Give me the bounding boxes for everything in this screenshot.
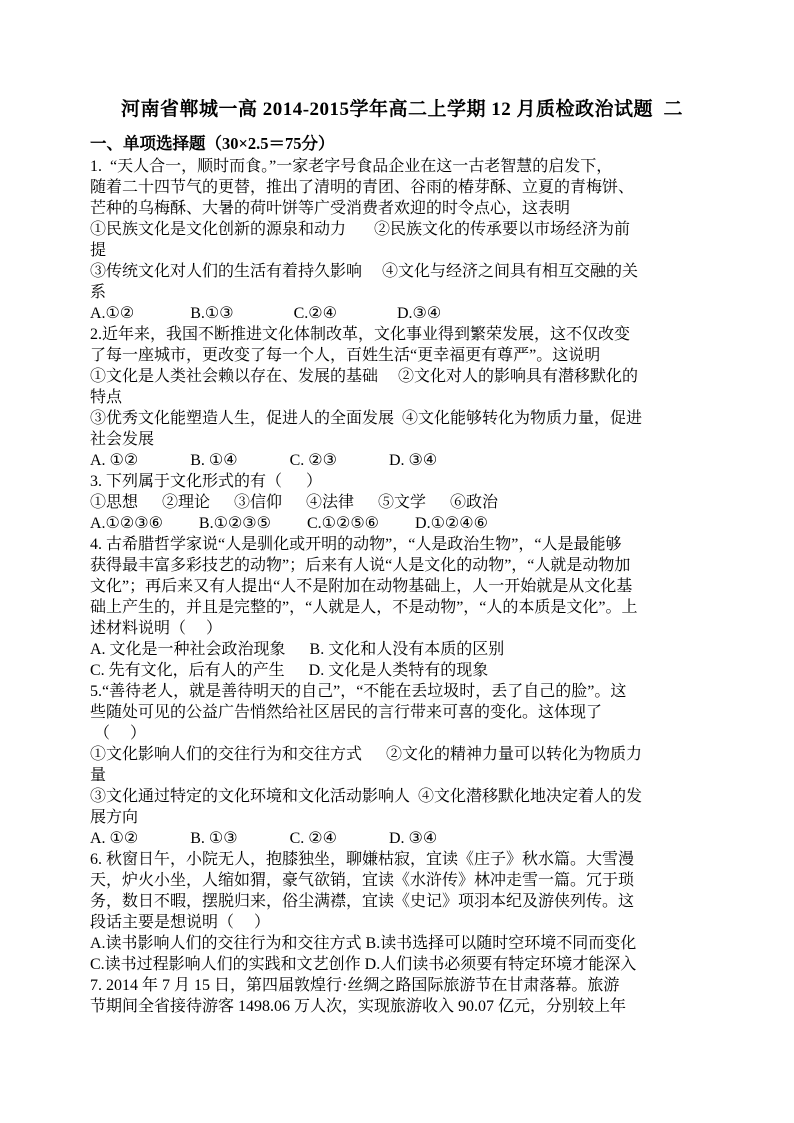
question-1-line-3: 芒种的乌梅酥、大暑的荷叶饼等广受消费者欢迎的时令点心，这表明: [90, 200, 571, 217]
question-1-line-6: ③传统文化对人们的生活有着持久影响 ④文化与经济之间具有相互交融的关: [90, 263, 639, 280]
question-6-line-4: 段话主要是想说明（ ）: [90, 914, 271, 931]
question-2-line-3: ①文化是人类社会赖以存在、发展的基础 ②文化对人的影响具有潜移默化的: [90, 368, 639, 385]
question-6-line-1: 6. 秋窗日午，小院无人，抱膝独坐，聊嫌枯寂，宜读《庄子》秋水篇。大雪漫: [90, 851, 635, 868]
question-5: [90, 681, 714, 849]
question-1-line-1: 1. “天人合一，顺时而食。”一家老字号食品企业在这一古老智慧的启发下，: [90, 158, 613, 175]
question-4: [90, 534, 714, 681]
question-2-line-7: A. ①② B. ①④ C. ②③ D. ③④: [90, 452, 438, 469]
question-4-line-1: 4. 古希腊哲学家说“人是驯化或开明的动物”，“人是政治生物”，“人是最能够: [90, 536, 622, 553]
question-6: [90, 849, 714, 975]
question-6-line-2: 天，炉火小坐，人缩如猬，豪气欲销，宜读《水浒传》林冲走雪一篇。冗于琐: [90, 872, 635, 889]
question-2-line-2: 了每一座城市，更改变了每一个人，百姓生活“更幸福更有尊严”。这说明: [90, 347, 601, 364]
question-7-line-2: 节期间全省接待游客 1498.06 万人次，实现旅游收入 90.07 亿元，分别较上年: [90, 998, 627, 1015]
question-2: [90, 324, 714, 471]
question-1-line-4: ①民族文化是文化创新的源泉和动力 ②民族文化的传承要以市场经济为前: [90, 221, 631, 238]
question-6-line-6: C.读书过程影响人们的实践和文艺创作 D.人们读书必须要有特定环境才能深入: [90, 956, 637, 973]
question-3-line-2: ①思想 ②理论 ③信仰 ④法律 ⑤文学 ⑥政治: [90, 494, 499, 511]
question-6-line-5: A.读书影响人们的交往行为和交往方式 B.读书选择可以随时空环境不同而变化: [90, 935, 637, 952]
question-5-line-4: ①文化影响人们的交往行为和交往方式 ②文化的精神力量可以转化为物质力: [90, 746, 643, 763]
question-6-line-3: 务，数日不暇，摆脱归来，俗尘满襟，宜读《史记》项羽本纪及游侠列传。这: [90, 893, 635, 910]
question-7: [90, 975, 714, 1017]
question-5-line-6: ③文化通过特定的文化环境和文化活动影响人 ④文化潜移默化地决定着人的发: [90, 788, 643, 805]
question-3-line-3: A.①②③⑥ B.①②③⑤ C.①②⑤⑥ D.①②④⑥: [90, 515, 488, 532]
question-1-line-5: 提: [90, 242, 107, 259]
question-2-line-4: 特点: [90, 389, 123, 406]
question-5-line-3: （ ）: [90, 725, 147, 742]
question-1-line-7: 系: [90, 284, 107, 301]
question-4-line-2: 获得最丰富多彩技艺的动物”；后来有人说“人是文化的动物”，“人就是动物加: [90, 557, 631, 574]
document-title: 河南省郸城一高 2014-2015学年高二上学期 12 月质检政治试题 二: [120, 99, 684, 120]
question-list: [90, 156, 714, 1017]
question-5-line-8: A. ①② B. ①③ C. ②④ D. ③④: [90, 830, 438, 847]
question-7-line-1: 7. 2014 年 7 月 15 日，第四届敦煌行·丝绸之路国际旅游节在甘肃落幕。旅游: [90, 977, 620, 994]
question-4-line-6: A. 文化是一种社会政治现象 B. 文化和人没有本质的区别: [90, 641, 505, 658]
section-heading: 一、单项选择题（30×2.5＝75分）: [90, 134, 335, 153]
question-1-line-8: A.①② B.①③ C.②④ D.③④: [90, 305, 442, 322]
question-5-line-2: 些随处可见的公益广告悄然给社区居民的言行带来可喜的变化。这体现了: [90, 704, 603, 721]
question-1-line-2: 随着二十四节气的更替，推出了清明的青团、谷雨的椿芽酥、立夏的青梅饼、: [90, 179, 635, 196]
question-2-line-6: 社会发展: [90, 431, 155, 448]
question-4-line-3: 文化”；再后来又有人提出“人不是附加在动物基础上，人一开始就是从文化基: [90, 578, 633, 595]
question-5-line-1: 5.“善待老人，就是善待明天的自己”，“不能在丢垃圾时，丢了自己的脸”。这: [90, 683, 627, 700]
question-2-line-5: ③优秀文化能塑造人生，促进人的全面发展 ④文化能够转化为物质力量，促进: [90, 410, 643, 427]
question-4-line-4: 础上产生的，并且是完整的”，“人就是人，不是动物”，“人的本质是文化”。上: [90, 599, 638, 616]
question-5-line-5: 量: [90, 767, 107, 784]
document-content: [90, 96, 714, 1017]
question-5-line-7: 展方向: [90, 809, 139, 826]
question-3: [90, 471, 714, 534]
question-3-line-1: 3. 下列属于文化形式的有（ ）: [90, 473, 323, 490]
question-4-line-5: 述材料说明（ ）: [90, 620, 223, 637]
question-4-line-7: C. 先有文化，后有人的产生 D. 文化是人类特有的现象: [90, 662, 489, 679]
question-2-line-1: 2.近年来，我国不断推进文化体制改革，文化事业得到繁荣发展，这不仅改变: [90, 326, 631, 343]
question-1: [90, 156, 714, 324]
